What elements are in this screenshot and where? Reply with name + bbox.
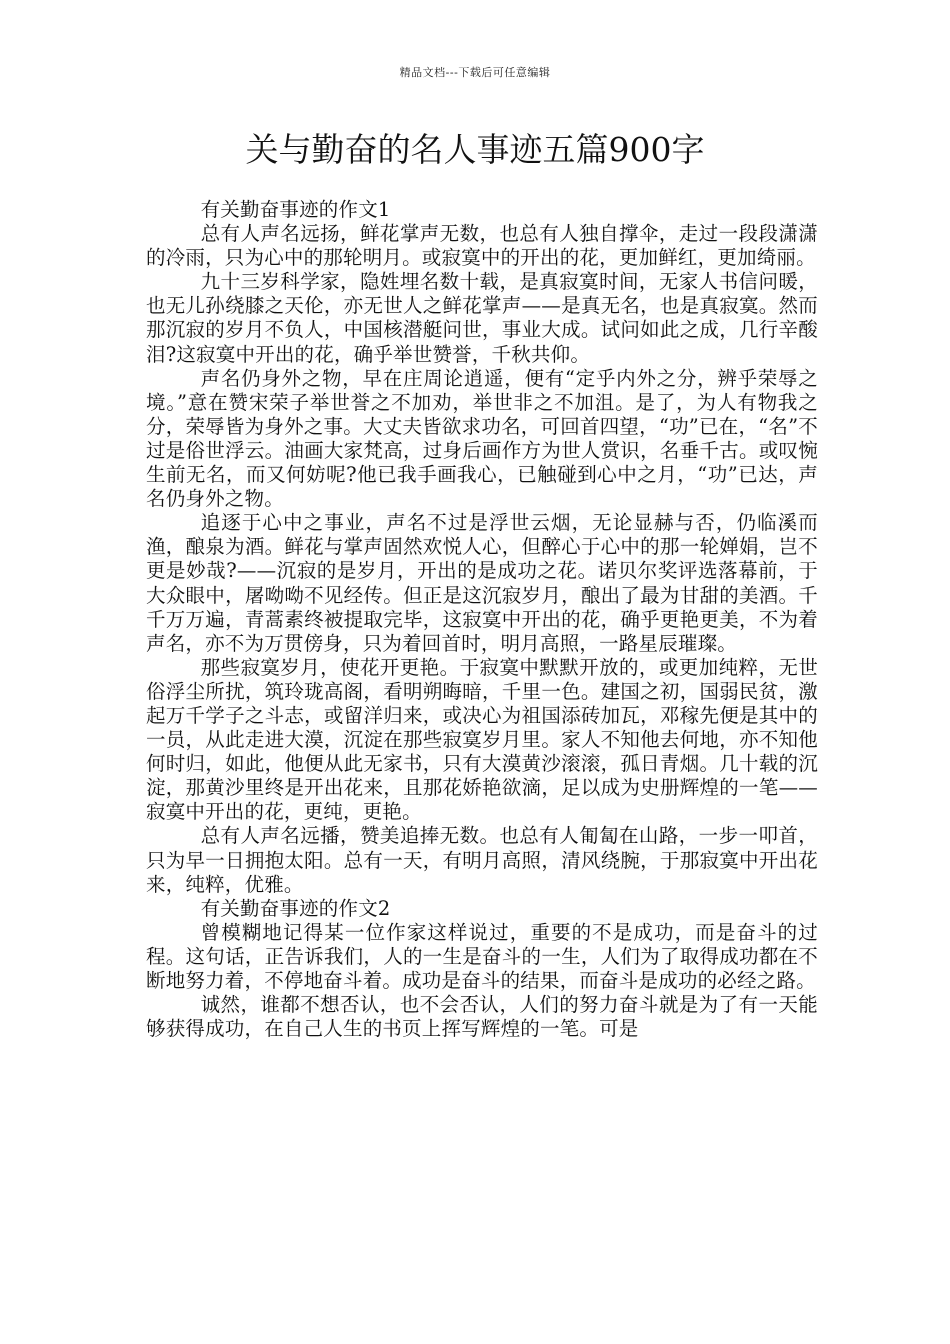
paragraph: 九十三岁科学家，隐姓埋名数十载，是真寂寞时间，无家人书信问暖，也无儿孙绕膝之天伦，亦无世人之鲜花掌声——是真无名，也是真寂寞。然而那沉寂的岁月不负人，中国核潜艇问世，事业大成。试问如此之成，几行辛酸泪?这寂寞中开出的花，确乎举世赞誉，千秋共仰。 xyxy=(146,270,818,366)
essay-heading-1: 有关勤奋事迹的作文1 xyxy=(200,198,391,221)
paragraph: 那些寂寞岁月，使花开更艳。于寂寞中默默开放的，或更加纯粹，无世俗浮尘所扰，筑玲珑高阁，看明朔晦暗，千里一色。建国之初，国弱民贫，激起万千学子之斗志，或留洋归来，或决心为祖国添砖加瓦，邓稼先便是其中的一员，从此走进大漠，沉淀在那些寂寞岁月里。家人不知他去何地，亦不知他何时归，如此，他便从此无家书，只有大漠黄沙滚滚，孤日青烟。几十载的沉淀，那黄沙里终是开出花来，且那花娇艳欲滴，足以成为史册辉煌的一笔——寂寞中开出的花，更纯，更艳。 xyxy=(146,655,818,824)
paragraph: 曾模糊地记得某一位作家这样说过，重要的不是成功，而是奋斗的过程。这句话，正告诉我们，人的一生是奋斗的一生，人们为了取得成功都在不断地努力着，不停地奋斗着。成功是奋斗的结果，而奋斗是成功的必经之路。 xyxy=(146,920,818,992)
paragraph: 声名仍身外之物，早在庄周论逍遥，便有“定乎内外之分，辨乎荣辱之境。”意在赞宋荣子举世誉之不加劝，举世非之不加沮。是了，为人有物我之分，荣辱皆为身外之事。大丈夫皆欲求功名，可回首四望，“功”已在，“名”不过是俗世浮云。油画大家梵高，过身后画作方为世人赏识，名垂千古。或叹惋生前无名，而又何妨呢?他已我手画我心，已触碰到心中之月，“功”已达，声名仍身外之物。 xyxy=(146,366,818,511)
paragraph: 总有人声名远播，赞美追捧无数。也总有人匍匐在山路，一步一叩首，只为早一日拥抱太阳。总有一天，有明月高照，清风绕腕，于那寂寞中开出花来，纯粹，优雅。 xyxy=(146,824,818,896)
paragraph: 诚然，谁都不想否认，也不会否认，人们的努力奋斗就是为了有一天能够获得成功，在自己人生的书页上挥写辉煌的一笔。可是 xyxy=(146,993,818,1041)
essay-heading-2: 有关勤奋事迹的作文2 xyxy=(200,896,391,920)
paragraph: 追逐于心中之事业，声名不过是浮世云烟，无论显赫与否，仍临溪而渔，酿泉为酒。鲜花与掌声固然欢悦人心，但醉心于心中的那一轮婵娟，岂不更是妙哉?——沉寂的是岁月，开出的是成功之花。诺贝尔奖评选落幕前，于大众眼中，屠呦呦不见经传。但正是这沉寂岁月，酿出了最为甘甜的美酒。千千万万遍，青蒿素终被提取完毕，这寂寞中开出的花，确乎更艳更美，不为着声名，亦不为万贯傍身，只为着回首时，明月高照，一路星辰璀璨。 xyxy=(146,511,818,655)
document-title: 关与勤奋的名人事迹五篇900字 xyxy=(245,130,705,169)
paragraph: 总有人声名远扬，鲜花掌声无数，也总有人独自撑伞，走过一段段潇潇的冷雨，只为心中的那轮明月。或寂寞中的开出的花，更加鲜红，更加绮丽。 xyxy=(146,222,818,270)
document-body xyxy=(146,198,818,1041)
header-note: 精品文档---下载后可任意编辑 xyxy=(399,66,551,79)
